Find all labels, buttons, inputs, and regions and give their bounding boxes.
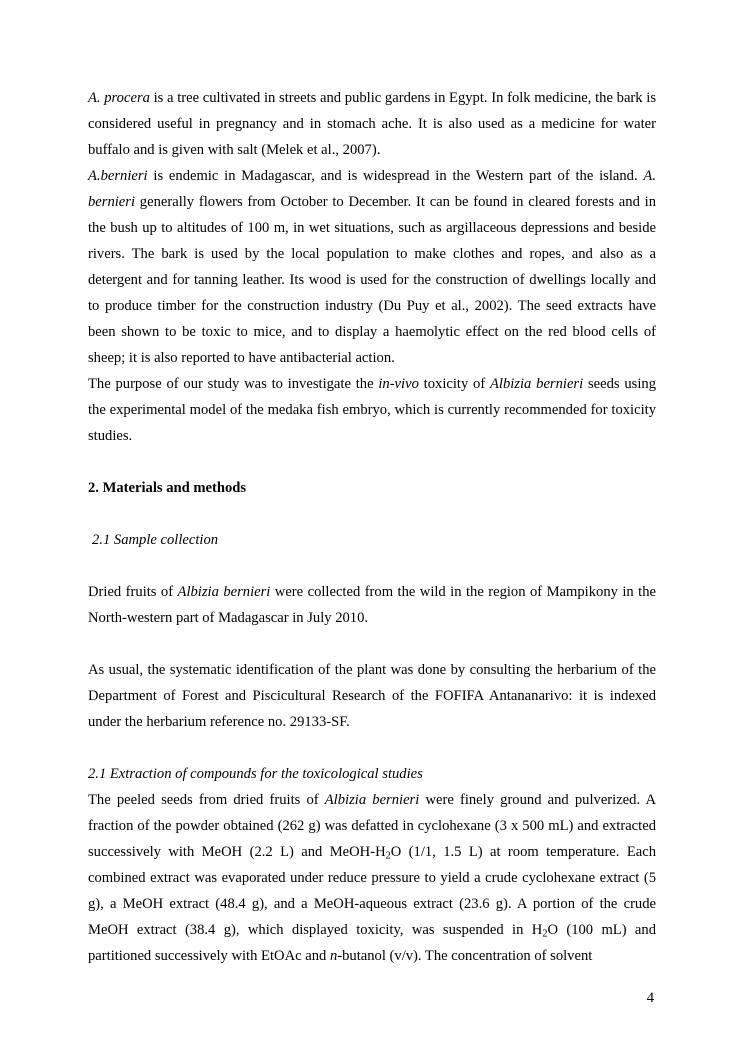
species-name: A. bernieri (88, 168, 656, 210)
page-number: 4 (646, 990, 654, 1006)
subsection-heading-extraction: 2.1 Extraction of compounds for the toxicological studies (88, 766, 423, 782)
paragraph-extraction (88, 787, 656, 969)
italic-term: in-vivo (378, 376, 419, 392)
paragraph-text: seeds using the experimental model of the medaka fish embryo, which is currently recommended for toxicity studies. (88, 376, 656, 444)
subscript: 2 (385, 850, 391, 862)
paragraph-collection (88, 579, 656, 631)
paragraph-procera (88, 85, 656, 163)
species-name: A.bernieri (88, 168, 148, 184)
paragraph-text: O (1/1, 1.5 L) at room temperature. Each combined extract was evaporated under reduce pressure to yield a crude cyclohexane extract (5 g), a MeOH extract (48.4 g), and a MeOH-aqueous extract (23.6 g). A portion of the crude MeOH extract (38.4 g), which displayed toxicity, was suspended in H (88, 844, 656, 938)
paragraph-text: Dried fruits of (88, 584, 178, 600)
paragraph-text: -butanol (v/v). The concentration of solvent (337, 948, 593, 964)
paragraph-text: is endemic in Madagascar, and is widespread in the Western part of the island. (147, 168, 644, 184)
paragraph-text: The peeled seeds from dried fruits of (88, 792, 325, 808)
italic-term: n (329, 948, 338, 964)
paragraph-text: As usual, the systematic identification of the plant was done by consulting the herbarium of the Department of Forest and Piscicultural Research of the FOFIFA Antananarivo: it is indexed under the herbarium reference no. 29133-SF. (88, 662, 656, 730)
species-name: Albizia bernieri (177, 584, 271, 600)
subsection-heading-sample-collection: 2.1 Sample collection (92, 532, 219, 548)
section-heading-materials: 2. Materials and methods (88, 480, 247, 496)
paragraph-identification (88, 657, 656, 735)
paragraph-text: toxicity of (418, 376, 490, 392)
species-name: Albizia bernieri (324, 792, 420, 808)
paragraph-text: were finely ground and pulverized. A fraction of the powder obtained (262 g) was defatted in cyclohexane (3 x 500 mL) and extracted successively with MeOH (2.2 L) and MeOH-H (88, 792, 656, 860)
paragraph-bernieri (88, 163, 656, 371)
paragraph-purpose (88, 371, 656, 449)
paragraph-text: O (100 mL) and partitioned successively with EtOAc and (88, 922, 657, 964)
paragraph-text: generally flowers from October to December. It can be found in cleared forests and in the bush up to altitudes of 100 m, in wet situations, such as argillaceous depressions and beside rivers. The bark is used by the local population to make clothes and ropes, and also as a detergent and for tanning leather. Its wood is used for the construction of dwellings locally and to produce timber for the construction industry (Du Puy et al., 2002). The seed extracts have been shown to be toxic to mice, and to display a haemolytic effect on the red blood cells of sheep; it is also reported to have antibacterial action. (88, 194, 656, 366)
species-name: Albizia bernieri (490, 376, 584, 392)
paragraph-text: The purpose of our study was to investigate the (88, 376, 379, 392)
paragraph-text: were collected from the wild in the region of Mampikony in the North-western part of Madagascar in July 2010. (88, 584, 656, 626)
subscript: 2 (542, 928, 548, 940)
species-name: A. procera (88, 90, 150, 106)
paragraph-text: is a tree cultivated in streets and public gardens in Egypt. In folk medicine, the bark is considered useful in pregnancy and in stomach ache. It is also used as a medicine for water buffalo and is given with salt (Melek et al., 2007). (88, 90, 656, 158)
page-body (88, 0, 656, 969)
